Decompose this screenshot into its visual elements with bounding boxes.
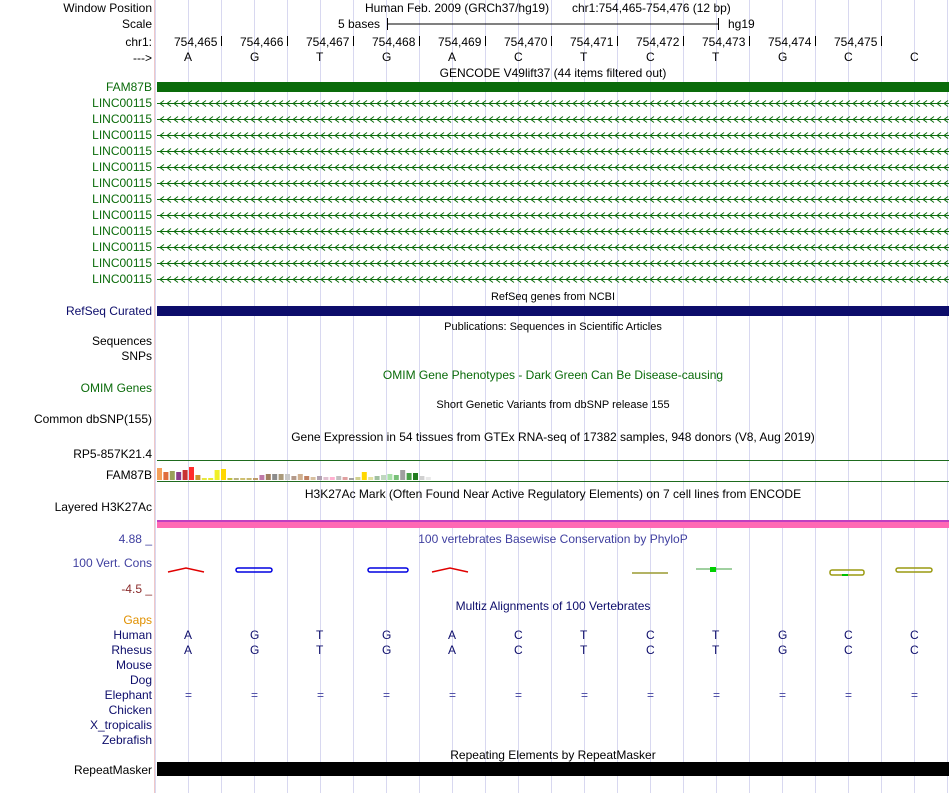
gtex-tissue-bar bbox=[259, 475, 264, 480]
multiz-base: C bbox=[910, 643, 919, 657]
phylop-glyph bbox=[710, 567, 716, 572]
multiz-base: A bbox=[184, 643, 193, 657]
omim-track-title: OMIM Gene Phenotypes - Dark Green Can Be Disease-causing bbox=[382, 368, 724, 382]
coordinate-label: 754,469 bbox=[438, 35, 482, 49]
multiz-track-title: Multiz Alignments of 100 Vertebrates bbox=[455, 599, 651, 613]
gtex-tissue-bar bbox=[240, 478, 245, 480]
gtex-tissue-bar bbox=[285, 474, 290, 480]
gencode-item-label[interactable]: LINC00115 bbox=[92, 272, 152, 286]
multiz-base: T bbox=[580, 643, 588, 657]
gtex-tissue-bar bbox=[381, 475, 386, 480]
gtex-tissue-bar bbox=[323, 477, 328, 480]
gtex-tissue-bar bbox=[375, 476, 380, 480]
base-letter: T bbox=[316, 50, 324, 64]
base-letter: G bbox=[250, 50, 260, 64]
multiz-gap-symbol: = bbox=[251, 688, 259, 702]
multiz-gap-symbol: = bbox=[647, 688, 655, 702]
multiz-species-label[interactable]: X_tropicalis bbox=[89, 718, 152, 732]
conservation-ymax: 4.88 _ bbox=[118, 532, 152, 546]
gtex-tissue-bar bbox=[368, 477, 373, 480]
multiz-base: G bbox=[778, 628, 788, 642]
gtex-tissue-bar bbox=[291, 476, 296, 480]
coordinate-label: 754,466 bbox=[240, 35, 284, 49]
multiz-base: C bbox=[844, 643, 853, 657]
multiz-gap-symbol: = bbox=[317, 688, 325, 702]
base-letter: G bbox=[382, 50, 392, 64]
h3k27ac-label[interactable]: Layered H3K27Ac bbox=[54, 500, 152, 514]
multiz-species-label[interactable]: Mouse bbox=[115, 658, 152, 672]
gtex-tissue-bar bbox=[266, 474, 271, 480]
base-letter: C bbox=[844, 50, 853, 64]
multiz-species-label[interactable]: Human bbox=[113, 628, 152, 642]
gtex-tissue-bar bbox=[336, 476, 341, 480]
coordinate-label: 754,470 bbox=[504, 35, 548, 49]
coordinate-label: 754,472 bbox=[636, 35, 680, 49]
base-letter: A bbox=[448, 50, 457, 64]
gtex-tissue-bar bbox=[189, 467, 194, 480]
publications-track-title: Publications: Sequences in Scientific Articles bbox=[444, 321, 662, 333]
conservation-label[interactable]: 100 Vert. Cons bbox=[72, 556, 152, 570]
multiz-base: A bbox=[184, 628, 193, 642]
window-position-label: Window Position bbox=[63, 1, 152, 15]
scale-bar-text: 5 bases bbox=[338, 17, 381, 31]
multiz-base: C bbox=[844, 628, 853, 642]
multiz-base: C bbox=[514, 628, 523, 642]
repeatmasker-block bbox=[157, 762, 949, 776]
multiz-base: A bbox=[448, 643, 457, 657]
conservation-track-title: 100 vertebrates Basewise Conservation by PhyloP bbox=[418, 532, 688, 546]
gencode-item-label[interactable]: LINC00115 bbox=[92, 160, 152, 174]
multiz-gap-symbol: = bbox=[515, 688, 523, 702]
refseq-block bbox=[157, 306, 949, 316]
coordinate-label: 754,475 bbox=[834, 35, 878, 49]
refseq-track-title: RefSeq genes from NCBI bbox=[490, 291, 616, 303]
gencode-item-label[interactable]: FAM87B bbox=[105, 80, 152, 94]
gtex-tissue-bar bbox=[176, 472, 181, 480]
gtex-tissue-bar bbox=[247, 478, 252, 480]
gtex-tissue-bar bbox=[234, 478, 239, 480]
gencode-item-label[interactable]: LINC00115 bbox=[92, 240, 152, 254]
coordinate-label: 754,467 bbox=[306, 35, 350, 49]
gtex-tissue-bar bbox=[202, 478, 207, 480]
multiz-base: T bbox=[316, 628, 324, 642]
gtex-tissue-bar bbox=[311, 477, 316, 480]
gtex-tissue-bar bbox=[426, 477, 431, 480]
multiz-gap-symbol: = bbox=[845, 688, 853, 702]
multiz-base: C bbox=[646, 643, 655, 657]
omim-label[interactable]: OMIM Genes bbox=[80, 381, 152, 395]
phylop-glyph bbox=[842, 574, 848, 576]
gtex-tissue-bar bbox=[298, 474, 303, 480]
multiz-base: G bbox=[382, 643, 392, 657]
phylop-glyph bbox=[896, 568, 932, 572]
multiz-base: T bbox=[712, 643, 720, 657]
gtex-tissue-bar bbox=[208, 478, 213, 480]
repeatmasker-label[interactable]: RepeatMasker bbox=[73, 763, 152, 777]
gtex-tissue-bar bbox=[157, 468, 162, 480]
gtex-tissue-bar bbox=[413, 473, 418, 480]
multiz-base: G bbox=[778, 643, 788, 657]
dbsnp-label[interactable]: Common dbSNP(155) bbox=[33, 412, 152, 426]
gtex-tissue-bar bbox=[349, 478, 354, 480]
multiz-base: A bbox=[448, 628, 457, 642]
gtex-tissue-bar bbox=[272, 474, 277, 480]
gtex-tissue-bar bbox=[253, 478, 258, 480]
gtex-tissue-bar bbox=[387, 474, 392, 480]
multiz-gap-symbol: = bbox=[779, 688, 787, 702]
base-letter: T bbox=[580, 50, 588, 64]
coordinate-label: 754,474 bbox=[768, 35, 812, 49]
gencode-item-label[interactable]: LINC00115 bbox=[92, 256, 152, 270]
multiz-species-label[interactable]: Rhesus bbox=[111, 643, 152, 657]
gtex-tissue-bar bbox=[407, 473, 412, 480]
gencode-item-label[interactable]: LINC00115 bbox=[92, 208, 152, 222]
publications-snps-label[interactable]: SNPs bbox=[121, 349, 152, 363]
gencode-track-title: GENCODE V49lift37 (44 items filtered out) bbox=[439, 66, 667, 80]
multiz-base: T bbox=[712, 628, 720, 642]
multiz-base: G bbox=[250, 628, 260, 642]
repeatmasker-track-title: Repeating Elements by RepeatMasker bbox=[450, 748, 656, 762]
scale-label: Scale bbox=[121, 17, 152, 31]
gtex-tissue-bar bbox=[221, 469, 226, 480]
multiz-base: C bbox=[514, 643, 523, 657]
strand-label: ---> bbox=[133, 51, 152, 65]
gtex-tissue-bar bbox=[170, 471, 175, 480]
gencode-exon-block bbox=[157, 82, 949, 92]
multiz-gap-symbol: = bbox=[581, 688, 589, 702]
gtex-tissue-bar bbox=[343, 477, 348, 480]
multiz-gap-symbol: = bbox=[449, 688, 457, 702]
multiz-base: T bbox=[580, 628, 588, 642]
base-letter: C bbox=[514, 50, 523, 64]
gtex-tissue-bar bbox=[419, 476, 424, 480]
gtex-tissue-bar bbox=[163, 472, 168, 480]
gtex-tissue-bar bbox=[279, 474, 284, 480]
phylop-glyph bbox=[168, 568, 204, 572]
h3k27ac-track-title: H3K27Ac Mark (Often Found Near Active Regulatory Elements) on 7 cell lines from ENCODE bbox=[304, 487, 802, 501]
phylop-glyph bbox=[236, 568, 272, 572]
conservation-ymin: -4.5 _ bbox=[121, 582, 152, 596]
gencode-item-label[interactable]: LINC00115 bbox=[92, 128, 152, 142]
multiz-species-label[interactable]: Dog bbox=[129, 673, 152, 687]
gtex-tissue-bar bbox=[362, 472, 367, 480]
gtex-tissue-bar bbox=[355, 477, 360, 480]
multiz-gap-symbol: = bbox=[383, 688, 391, 702]
multiz-gap-symbol: = bbox=[911, 688, 919, 702]
base-letter: A bbox=[184, 50, 193, 64]
base-letter: G bbox=[778, 50, 788, 64]
gtex-tissue-bar bbox=[195, 475, 200, 480]
gencode-item-label[interactable]: LINC00115 bbox=[92, 112, 152, 126]
gtex-tissue-bar bbox=[400, 470, 405, 480]
multiz-species-label[interactable]: Elephant bbox=[104, 688, 152, 702]
multiz-species-label[interactable]: Chicken bbox=[108, 703, 152, 717]
chrom-label: chr1: bbox=[125, 35, 152, 49]
gtex-tissue-bar bbox=[330, 477, 335, 480]
multiz-base: T bbox=[316, 643, 324, 657]
gtex-track-title: Gene Expression in 54 tissues from GTEx RNA-seq of 17382 samples, 948 donors (V8, Aug 2019) bbox=[291, 430, 815, 444]
gencode-item-label[interactable]: LINC00115 bbox=[92, 176, 152, 190]
position-text: chr1:754,465-754,476 (12 bp) bbox=[572, 1, 731, 15]
dbsnp-track-title: Short Genetic Variants from dbSNP release 155 bbox=[436, 399, 670, 411]
gtex-tissue-bar bbox=[317, 476, 322, 480]
base-letter: C bbox=[910, 50, 919, 64]
multiz-base: C bbox=[646, 628, 655, 642]
publications-sequences-label[interactable]: Sequences bbox=[91, 334, 152, 348]
db-text: hg19 bbox=[728, 17, 755, 31]
gencode-item-label[interactable]: LINC00115 bbox=[92, 144, 152, 158]
multiz-gap-symbol: = bbox=[713, 688, 721, 702]
gtex-tissue-bar bbox=[227, 478, 232, 480]
multiz-species-label[interactable]: Zebrafish bbox=[101, 733, 152, 747]
gtex-tissue-bar bbox=[304, 476, 309, 480]
gtex-label-fam87b[interactable]: FAM87B bbox=[105, 468, 152, 482]
gtex-tissue-bar bbox=[394, 475, 399, 480]
phylop-glyph bbox=[432, 568, 468, 572]
coordinate-label: 754,471 bbox=[570, 35, 614, 49]
gtex-tissue-bar bbox=[215, 470, 220, 480]
base-letter: C bbox=[646, 50, 655, 64]
refseq-label[interactable]: RefSeq Curated bbox=[65, 304, 152, 318]
multiz-base: G bbox=[250, 643, 260, 657]
coordinate-label: 754,465 bbox=[174, 35, 218, 49]
phylop-glyph bbox=[368, 568, 408, 572]
multiz-gap-symbol: = bbox=[185, 688, 193, 702]
gtex-tissue-bar bbox=[183, 470, 188, 480]
multiz-gaps-label[interactable]: Gaps bbox=[123, 613, 152, 627]
h3k27ac-overlay bbox=[157, 520, 949, 522]
coordinate-label: 754,468 bbox=[372, 35, 416, 49]
assembly-text: Human Feb. 2009 (GRCh37/hg19) bbox=[365, 1, 550, 15]
gencode-item-label[interactable]: LINC00115 bbox=[92, 224, 152, 238]
gtex-label-rp5[interactable]: RP5-857K21.4 bbox=[73, 447, 152, 461]
multiz-base: C bbox=[910, 628, 919, 642]
multiz-base: G bbox=[382, 628, 392, 642]
base-letter: T bbox=[712, 50, 720, 64]
gencode-item-label[interactable]: LINC00115 bbox=[92, 192, 152, 206]
gencode-item-label[interactable]: LINC00115 bbox=[92, 96, 152, 110]
coordinate-label: 754,473 bbox=[702, 35, 746, 49]
